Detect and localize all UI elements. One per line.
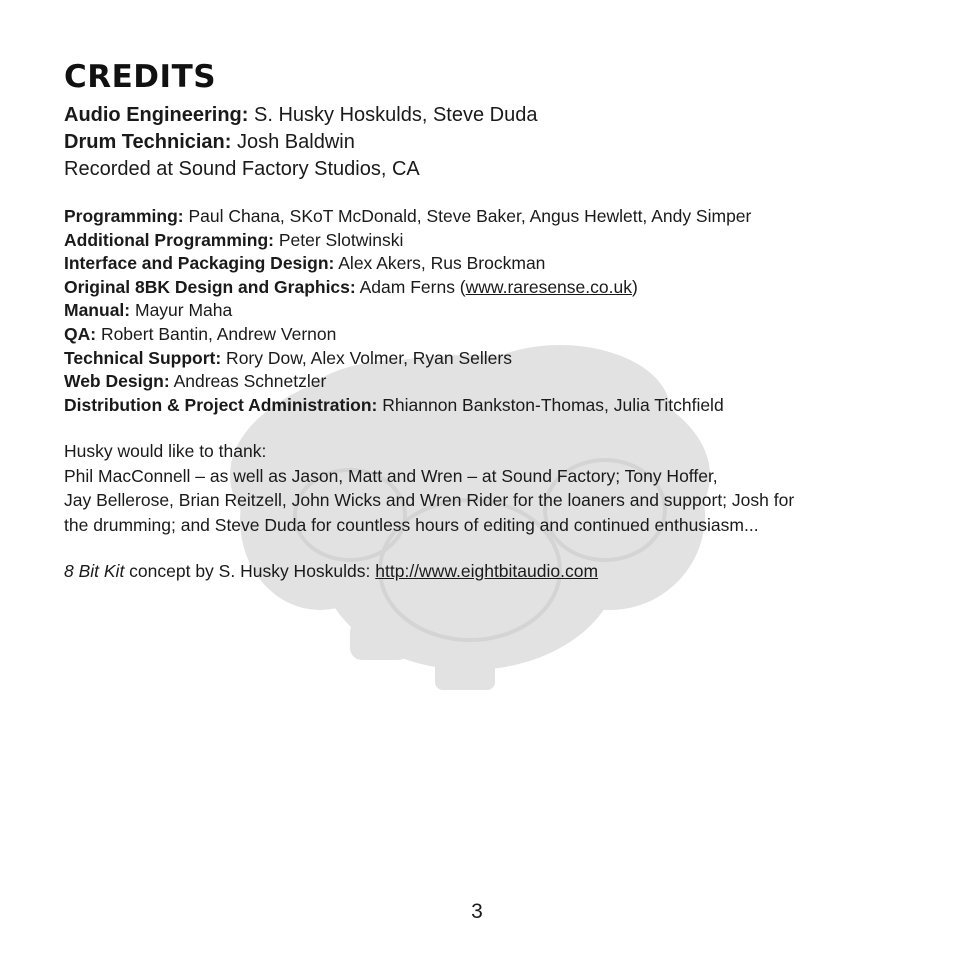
lead-line-recorded-at: Recorded at Sound Factory Studios, CA [64,158,420,180]
credit-value: Peter Slotwinski [274,229,404,250]
credit-label: Web Design: [64,371,170,392]
credit-label: Drum Technician: [64,131,232,153]
credit-value: Alex Akers, Rus Brockman [334,253,546,274]
thanks-line: Phil MacConnell – as well as Jason, Matt and Wren – at Sound Factory; Tony Hoffer, [64,465,718,486]
thanks-paragraph [64,439,904,537]
credit-line-technical-support [64,347,904,371]
credit-value: Paul Chana, SKoT McDonald, Steve Baker, Angus Hewlett, Andy Simper [183,206,752,226]
credit-label: Additional Programming: [64,229,274,250]
thanks-intro: Husky would like to thank: [64,441,267,462]
credit-label: Original 8BK Design and Graphics: [64,276,356,297]
credit-line-qa [64,323,904,347]
credit-line-distribution [64,394,904,418]
credit-line-interface-design [64,252,904,276]
credit-label: Technical Support: [64,347,222,368]
credit-label: QA: [64,323,97,344]
page-title: CREDITS [64,59,217,95]
credits-content [64,58,904,583]
page-number: 3 [471,900,483,923]
credit-line-web-design [64,370,904,394]
concept-text: concept by S. Husky Hoskulds: [124,561,376,582]
credit-value: S. Husky Hoskulds, Steve Duda [248,104,538,126]
credit-value: Rory Dow, Alex Volmer, Ryan Sellers [221,347,512,368]
credit-label: Manual: [64,300,131,321]
credit-value-suffix: ) [631,276,638,297]
product-name: 8 Bit Kit [64,561,125,582]
credit-label: Programming: [64,206,184,226]
lead-line-drum-technician [64,129,904,156]
credit-value: Josh Baldwin [231,131,355,153]
lead-credits [64,102,904,183]
credit-label: Distribution & Project Administration: [64,394,378,415]
credits-list [64,205,904,417]
credit-line-additional-programming [64,229,904,253]
eightbitaudio-link[interactable]: http://www.eightbitaudio.com [375,561,599,582]
credit-line-original-design [64,276,904,300]
thanks-line: Jay Bellerose, Brian Reitzell, John Wicks and Wren Rider for the loaners and support; Josh for [64,490,795,511]
credit-value: Robert Bantin, Andrew Vernon [96,323,337,344]
lead-line-audio-engineering [64,102,904,129]
credit-value: Rhiannon Bankston-Thomas, Julia Titchfield [377,394,724,415]
credit-value: Adam Ferns ( [355,276,466,297]
credit-line-programming [64,205,904,229]
thanks-line: the drumming; and Steve Duda for countless hours of editing and continued enthusiasm... [64,514,759,535]
concept-line [64,559,904,583]
credit-value: Mayur Maha [130,300,233,321]
credit-label: Audio Engineering: [64,104,249,126]
credit-line-manual [64,299,904,323]
credit-label: Interface and Packaging Design: [64,253,335,274]
raresense-link[interactable]: www.raresense.co.uk [465,276,632,297]
credit-value: Andreas Schnetzler [169,371,327,392]
